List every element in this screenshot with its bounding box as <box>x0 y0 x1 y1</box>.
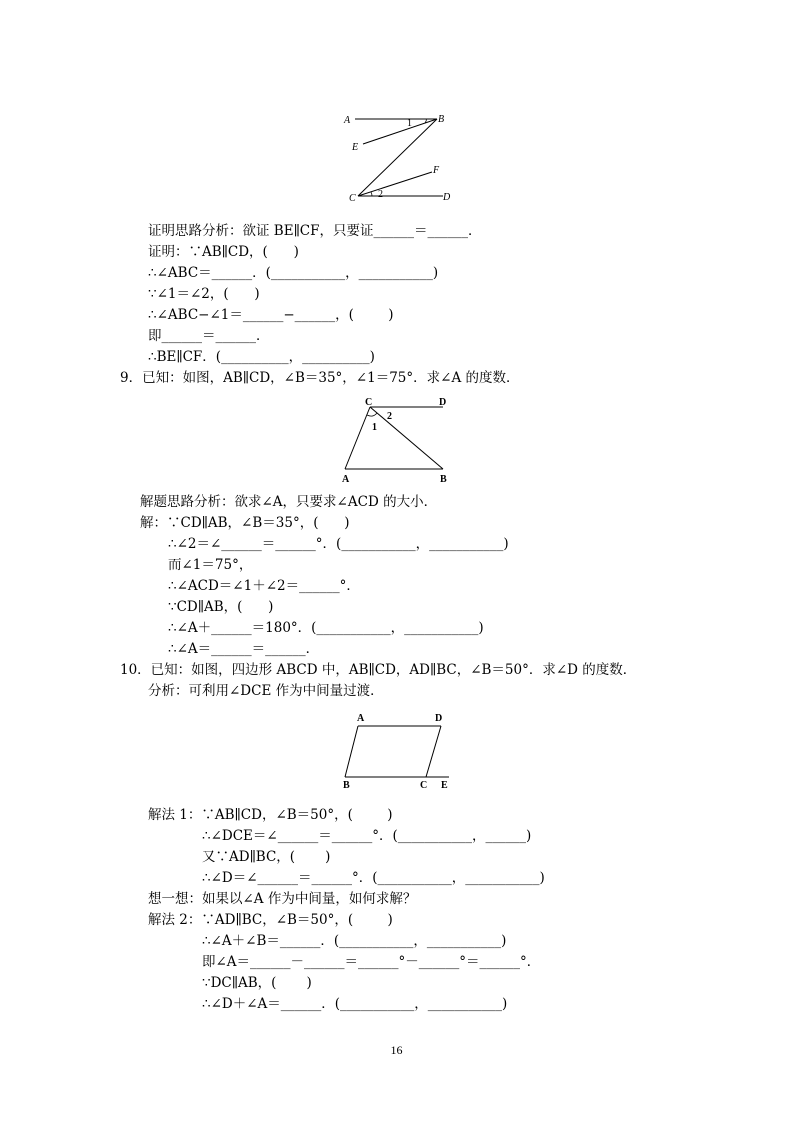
solution-2-step-5: ∴∠D＋∠A＝______．(___________，___________) <box>202 996 508 1012</box>
problem-9-statement: 9．已知：如图，AB∥CD，∠B＝35°，∠1＝75°．求∠A 的度数． <box>120 370 520 386</box>
fig2-label-a: A <box>342 474 350 485</box>
proof-analysis-line: 证明思路分析：欲证 BE∥CF，只要证______＝______． <box>148 223 482 239</box>
fig2-angle-2: 2 <box>387 411 392 422</box>
problem-9-step-7: ∴∠A＝______＝______． <box>168 641 320 657</box>
proof-step-3: ∵∠1＝∠2，( ) <box>148 286 260 302</box>
problem-9-step-4: ∴∠ACD＝∠1＋∠2＝______°． <box>168 578 360 594</box>
proof-step-5: 即______＝______． <box>148 328 270 344</box>
proof-step-1: 证明：∵AB∥CD，( ) <box>148 244 299 260</box>
solution-1-step-1: 解法 1：∵AB∥CD，∠B＝50°，( ) <box>148 807 393 823</box>
figure-2-triangle <box>335 394 460 486</box>
fig1-label-f: F <box>433 165 440 176</box>
fig3-label-c: C <box>420 780 428 791</box>
fig3-label-e: E <box>441 780 448 791</box>
fig2-angle-1: 1 <box>372 422 377 433</box>
fig1-label-b: B <box>438 114 445 125</box>
problem-9-step-6: ∴∠A＋______＝180°．(___________，___________) <box>168 620 484 636</box>
problem-9-analysis: 解题思路分析：欲求∠A，只要求∠ACD 的大小． <box>140 494 438 510</box>
solution-1-step-2: ∴∠DCE＝∠______＝______°．(___________，______) <box>202 828 532 844</box>
solution-1-step-3: 又∵AD∥BC，( ) <box>202 849 331 865</box>
solution-1-step-4: ∴∠D＝∠______＝______°．(___________，___________) <box>202 870 545 886</box>
solution-2-step-3: 即∠A＝______－______＝______°－______°＝______°． <box>202 954 541 970</box>
problem-9-step-3: 而∠1＝75°， <box>168 557 253 573</box>
fig1-angle-1: 1 <box>407 118 412 129</box>
figure-1-parallel-lines <box>335 108 465 204</box>
fig3-label-d: D <box>435 713 443 724</box>
problem-10-statement: 10．已知：如图，四边形 ABCD 中，AB∥CD，AD∥BC，∠B＝50°．求∠D 的度数． <box>120 662 637 678</box>
solution-2-step-2: ∴∠A＋∠B＝______．(___________，___________) <box>202 933 507 949</box>
solution-2-step-4: ∵DC∥AB，( ) <box>202 975 312 991</box>
fig1-label-c: C <box>349 193 356 204</box>
fig1-label-d: D <box>443 192 451 203</box>
fig2-label-b: B <box>440 474 447 485</box>
figure-3-parallelogram <box>335 709 460 794</box>
page-number: 16 <box>390 1043 403 1057</box>
fig2-label-c: C <box>365 397 373 408</box>
think-about-it: 想一想：如果以∠A 作为中间量，如何求解？ <box>148 891 417 907</box>
fig3-label-a: A <box>357 713 365 724</box>
problem-9-step-2: ∴∠2＝∠______＝______°．(___________，___________) <box>168 536 509 552</box>
proof-step-4: ∴∠ABC−∠1＝______−______，( ) <box>148 307 394 323</box>
fig3-label-b: B <box>343 780 350 791</box>
problem-9-step-5: ∵CD∥AB，( ) <box>168 599 274 615</box>
proof-step-2: ∴∠ABC＝______．(___________，___________) <box>148 265 439 281</box>
fig1-angle-2: 2 <box>378 189 383 200</box>
fig1-label-e: E <box>352 142 359 153</box>
fig1-label-a: A <box>344 115 351 126</box>
problem-9-step-1: 解：∵CD∥AB，∠B＝35°，( ) <box>140 515 350 531</box>
problem-10-analysis: 分析：可利用∠DCE 作为中间量过渡． <box>148 683 384 699</box>
fig2-label-d: D <box>439 397 447 408</box>
proof-step-6: ∴BE∥CF．(__________，__________) <box>148 349 375 365</box>
solution-2-step-1: 解法 2：∵AD∥BC，∠B＝50°，( ) <box>148 912 393 928</box>
